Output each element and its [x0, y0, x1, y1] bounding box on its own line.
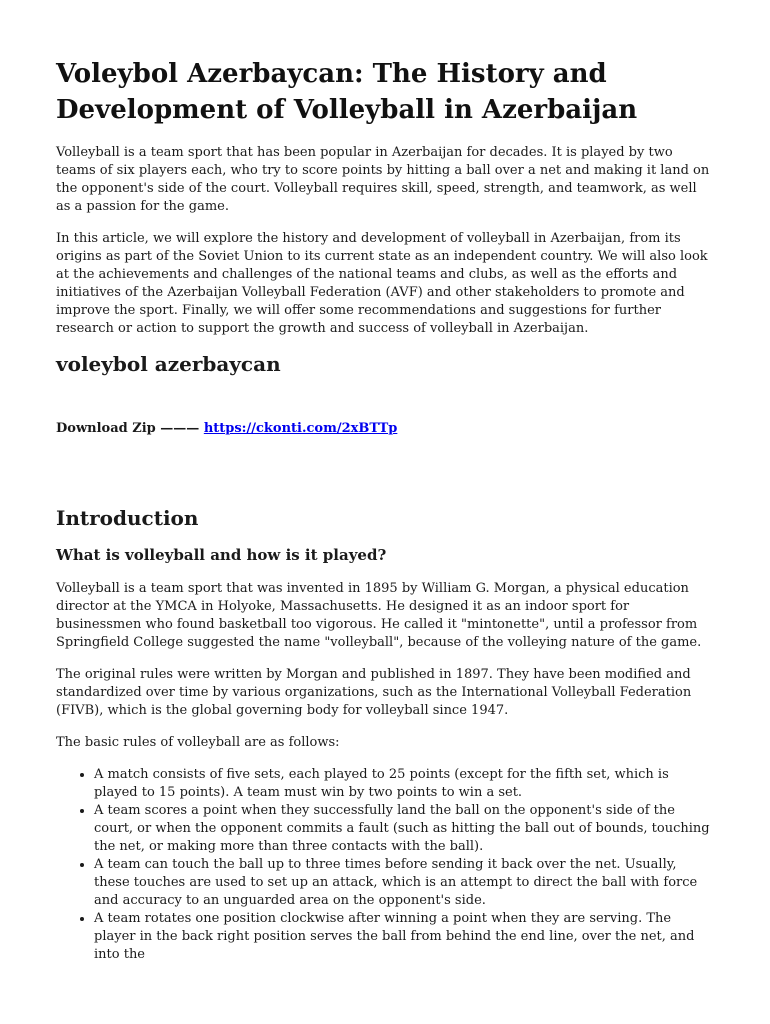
download-link[interactable]: https://ckonti.com/2xBTTp	[203, 421, 398, 436]
body-paragraph-1: Volleyball is a team sport that was invented in 1895 by William G. Morgan, a physical education director at the YMCA in Holyoke, Massachusetts. He designed it as an indoor sport for businessmen who found basketball too vigorous. He called it "mintonette", until a professor from Springfield College suggested the name "volleyball", because of the volleying nature of the game.	[56, 581, 702, 650]
download-line	[56, 420, 714, 438]
page-title: Voleybol Azerbaycan: The History and Development of Volleyball in Azerbaijan	[56, 59, 638, 125]
keyword-heading: voleybol azerbaycan	[56, 352, 281, 376]
intro-paragraph-2: In this article, we will explore the history and development of volleyball in Azerbaijan, from its origins as part of the Soviet Union to its current state as an independent country. We will also look at the achievements and challenges of the national teams and clubs, as well as the efforts and initiatives of the Azerbaijan Volleyball Federation (AVF) and other stakeholders to promote and improve the sport. Finally, we will offer some recommendations and suggestions for further research or action to support the growth and success of volleyball in Azerbaijan.	[56, 231, 708, 336]
list-item: • A team scores a point when they successfully land the ball on the opponent's side of the court, or when the opponent commits a fault (such as hitting the ball out of bounds, touching the net, or making more than three contacts with the ball).	[94, 802, 714, 856]
rules-list	[56, 766, 714, 964]
download-label: Download Zip ———	[56, 421, 204, 436]
body-paragraph-3: The basic rules of volleyball are as follows:	[56, 735, 340, 750]
body-paragraph-2: The original rules were written by Morgan and published in 1897. They have been modified and standardized over time by various organizations, such as the International Volleyball Federation (FIVB), which is the global governing body for volleyball since 1947.	[56, 667, 692, 718]
introduction-heading: Introduction	[56, 506, 199, 530]
section-subheading: What is volleyball and how is it played?	[56, 546, 387, 564]
intro-paragraph-1: Volleyball is a team sport that has been popular in Azerbaijan for decades. It is played by two teams of six players each, who try to score points by hitting a ball over a net and making it land on the opponent's side of the court. Volleyball requires skill, speed, strength, and teamwork, as well as a passion for the game.	[56, 145, 710, 214]
list-item: • A team can touch the ball up to three times before sending it back over the net. Usually, these touches are used to set up an attack, which is an attempt to direct the ball with force and accuracy to an unguarded area on the opponent's side.	[94, 856, 714, 910]
list-item: • A match consists of five sets, each played to 25 points (except for the fifth set, which is played to 15 points). A team must win by two points to win a set.	[94, 766, 714, 802]
list-item: • A team rotates one position clockwise after winning a point when they are serving. The player in the back right position serves the ball from behind the end line, over the net, and into the	[94, 910, 714, 964]
